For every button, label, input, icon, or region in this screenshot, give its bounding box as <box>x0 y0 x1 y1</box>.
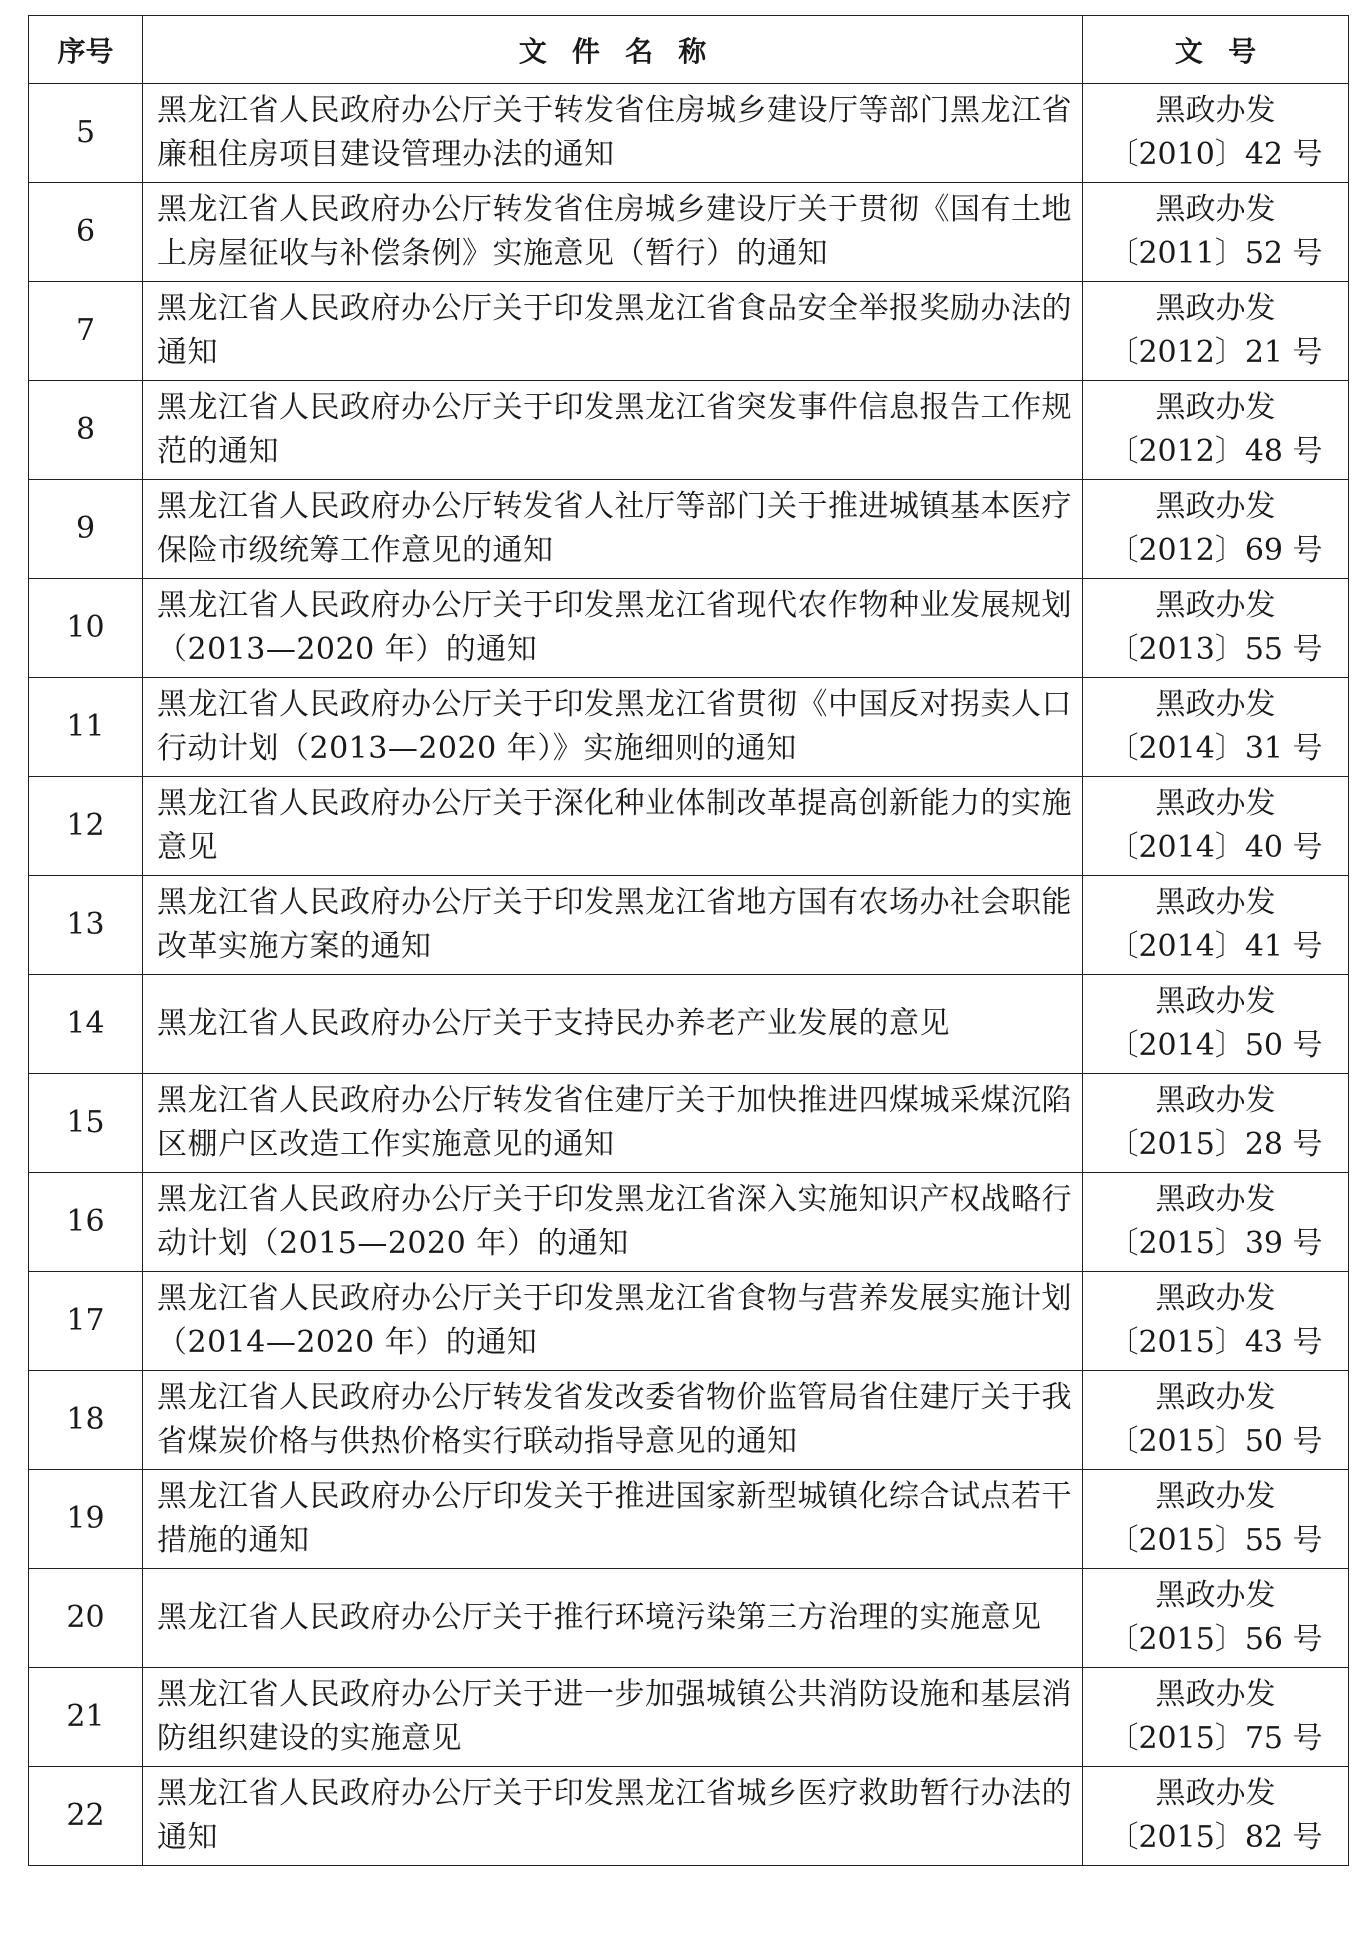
row-document-number <box>1083 1272 1349 1371</box>
row-document-number-line2: 〔2011〕52 号 <box>1108 236 1323 271</box>
row-document-number-line2: 〔2014〕31 号 <box>1108 731 1323 766</box>
row-document-name: 黑龙江省人民政府办公厅转发省发改委省物价监管局省住建厅关于我省煤炭价格与供热价格实行联动指导意见的通知 <box>143 1371 1083 1470</box>
table-row <box>29 777 1349 876</box>
row-serial-number: 20 <box>29 1569 143 1668</box>
row-document-number-line1: 黑政办发 <box>1155 1776 1276 1811</box>
row-serial-number: 7 <box>29 282 143 381</box>
row-document-name: 黑龙江省人民政府办公厅关于印发黑龙江省食物与营养发展实施计划（2014—2020 年）的通知 <box>143 1272 1083 1371</box>
table-row <box>29 183 1349 282</box>
row-document-number-line1: 黑政办发 <box>1155 1281 1276 1316</box>
table-row <box>29 381 1349 480</box>
row-document-number-line2: 〔2012〕48 号 <box>1108 434 1323 469</box>
table-body <box>29 84 1349 1866</box>
row-serial-number: 9 <box>29 480 143 579</box>
row-serial-number: 22 <box>29 1767 143 1866</box>
row-document-name: 黑龙江省人民政府办公厅关于支持民办养老产业发展的意见 <box>143 975 1083 1074</box>
row-document-name: 黑龙江省人民政府办公厅转发省住建厅关于加快推进四煤城采煤沉陷区棚户区改造工作实施意见的通知 <box>143 1074 1083 1173</box>
row-document-number <box>1083 1569 1349 1668</box>
table-row <box>29 678 1349 777</box>
row-document-number-line1: 黑政办发 <box>1155 1677 1276 1712</box>
row-document-name: 黑龙江省人民政府办公厅关于进一步加强城镇公共消防设施和基层消防组织建设的实施意见 <box>143 1668 1083 1767</box>
row-document-name: 黑龙江省人民政府办公厅关于转发省住房城乡建设厅等部门黑龙江省廉租住房项目建设管理办法的通知 <box>143 84 1083 183</box>
table-row <box>29 282 1349 381</box>
row-serial-number: 12 <box>29 777 143 876</box>
row-document-number-line1: 黑政办发 <box>1155 291 1276 326</box>
row-document-number <box>1083 282 1349 381</box>
row-document-name: 黑龙江省人民政府办公厅关于印发黑龙江省突发事件信息报告工作规范的通知 <box>143 381 1083 480</box>
table-row <box>29 1668 1349 1767</box>
table-row <box>29 1470 1349 1569</box>
row-document-number-line1: 黑政办发 <box>1155 786 1276 821</box>
row-document-number <box>1083 183 1349 282</box>
row-serial-number: 6 <box>29 183 143 282</box>
row-document-name: 黑龙江省人民政府办公厅关于印发黑龙江省现代农作物种业发展规划（2013—2020 年）的通知 <box>143 579 1083 678</box>
row-document-number-line2: 〔2013〕55 号 <box>1108 632 1323 667</box>
row-document-number-line1: 黑政办发 <box>1155 1578 1276 1613</box>
row-serial-number: 14 <box>29 975 143 1074</box>
table-row <box>29 876 1349 975</box>
table-row <box>29 1074 1349 1173</box>
row-serial-number: 5 <box>29 84 143 183</box>
row-document-number-line1: 黑政办发 <box>1155 1380 1276 1415</box>
row-document-number <box>1083 1767 1349 1866</box>
table-row <box>29 1371 1349 1470</box>
document-table <box>28 15 1349 1866</box>
row-document-number-line1: 黑政办发 <box>1155 489 1276 524</box>
row-document-number-line1: 黑政办发 <box>1155 1479 1276 1514</box>
row-document-number <box>1083 1668 1349 1767</box>
row-document-number <box>1083 1173 1349 1272</box>
row-document-number-line2: 〔2015〕75 号 <box>1108 1721 1323 1756</box>
row-document-number-line2: 〔2015〕50 号 <box>1108 1424 1323 1459</box>
row-document-name: 黑龙江省人民政府办公厅关于印发黑龙江省城乡医疗救助暂行办法的通知 <box>143 1767 1083 1866</box>
row-document-number <box>1083 1371 1349 1470</box>
row-document-number-line2: 〔2015〕82 号 <box>1108 1820 1323 1855</box>
row-document-number <box>1083 84 1349 183</box>
row-document-number <box>1083 975 1349 1074</box>
row-document-name: 黑龙江省人民政府办公厅关于推行环境污染第三方治理的实施意见 <box>143 1569 1083 1668</box>
row-document-number <box>1083 1074 1349 1173</box>
row-document-number-line1: 黑政办发 <box>1155 1182 1276 1217</box>
row-document-number-line1: 黑政办发 <box>1155 984 1276 1019</box>
row-document-name: 黑龙江省人民政府办公厅转发省人社厅等部门关于推进城镇基本医疗保险市级统筹工作意见的通知 <box>143 480 1083 579</box>
row-document-name: 黑龙江省人民政府办公厅关于印发黑龙江省深入实施知识产权战略行动计划（2015—2020 年）的通知 <box>143 1173 1083 1272</box>
row-serial-number: 16 <box>29 1173 143 1272</box>
row-document-name: 黑龙江省人民政府办公厅关于深化种业体制改革提高创新能力的实施意见 <box>143 777 1083 876</box>
row-document-number-line1: 黑政办发 <box>1155 588 1276 623</box>
row-document-number-line2: 〔2014〕41 号 <box>1108 929 1323 964</box>
row-document-name: 黑龙江省人民政府办公厅转发省住房城乡建设厅关于贯彻《国有土地上房屋征收与补偿条例》实施意见（暂行）的通知 <box>143 183 1083 282</box>
header-serial-number: 序号 <box>29 16 143 84</box>
row-document-number-line1: 黑政办发 <box>1155 390 1276 425</box>
row-document-number-line2: 〔2015〕39 号 <box>1108 1226 1323 1261</box>
row-document-number-line2: 〔2015〕56 号 <box>1108 1622 1323 1657</box>
table-row <box>29 1272 1349 1371</box>
table-header-row <box>29 16 1349 84</box>
row-document-number-line2: 〔2015〕43 号 <box>1108 1325 1323 1360</box>
row-document-number-line1: 黑政办发 <box>1155 192 1276 227</box>
row-serial-number: 19 <box>29 1470 143 1569</box>
table-row <box>29 975 1349 1074</box>
table-row <box>29 480 1349 579</box>
row-document-number-line2: 〔2014〕40 号 <box>1108 830 1323 865</box>
row-document-number-line1: 黑政办发 <box>1155 93 1276 128</box>
table-row <box>29 579 1349 678</box>
row-serial-number: 18 <box>29 1371 143 1470</box>
row-document-number <box>1083 579 1349 678</box>
row-document-number-line2: 〔2010〕42 号 <box>1108 137 1323 172</box>
row-document-number <box>1083 381 1349 480</box>
row-document-number-line2: 〔2012〕21 号 <box>1108 335 1323 370</box>
row-serial-number: 21 <box>29 1668 143 1767</box>
row-document-name: 黑龙江省人民政府办公厅关于印发黑龙江省食品安全举报奖励办法的通知 <box>143 282 1083 381</box>
row-serial-number: 10 <box>29 579 143 678</box>
row-document-number-line2: 〔2015〕55 号 <box>1108 1523 1323 1558</box>
row-document-number-line2: 〔2015〕28 号 <box>1108 1127 1323 1162</box>
table-row <box>29 1569 1349 1668</box>
row-document-number <box>1083 876 1349 975</box>
header-document-number: 文号 <box>1083 16 1349 84</box>
table-row <box>29 1767 1349 1866</box>
row-document-number <box>1083 1470 1349 1569</box>
row-document-name: 黑龙江省人民政府办公厅关于印发黑龙江省贯彻《中国反对拐卖人口行动计划（2013—2020 年）》实施细则的通知 <box>143 678 1083 777</box>
row-document-number-line1: 黑政办发 <box>1155 1083 1276 1118</box>
row-document-number <box>1083 777 1349 876</box>
table-row <box>29 84 1349 183</box>
row-serial-number: 15 <box>29 1074 143 1173</box>
row-serial-number: 8 <box>29 381 143 480</box>
row-document-number-line2: 〔2014〕50 号 <box>1108 1028 1323 1063</box>
row-document-name: 黑龙江省人民政府办公厅印发关于推进国家新型城镇化综合试点若干措施的通知 <box>143 1470 1083 1569</box>
table-row <box>29 1173 1349 1272</box>
row-document-number-line1: 黑政办发 <box>1155 687 1276 722</box>
row-document-number <box>1083 678 1349 777</box>
row-document-number <box>1083 480 1349 579</box>
row-serial-number: 13 <box>29 876 143 975</box>
row-document-name: 黑龙江省人民政府办公厅关于印发黑龙江省地方国有农场办社会职能改革实施方案的通知 <box>143 876 1083 975</box>
row-document-number-line1: 黑政办发 <box>1155 885 1276 920</box>
row-serial-number: 17 <box>29 1272 143 1371</box>
header-document-name: 文件名称 <box>143 16 1083 84</box>
row-document-number-line2: 〔2012〕69 号 <box>1108 533 1323 568</box>
row-serial-number: 11 <box>29 678 143 777</box>
